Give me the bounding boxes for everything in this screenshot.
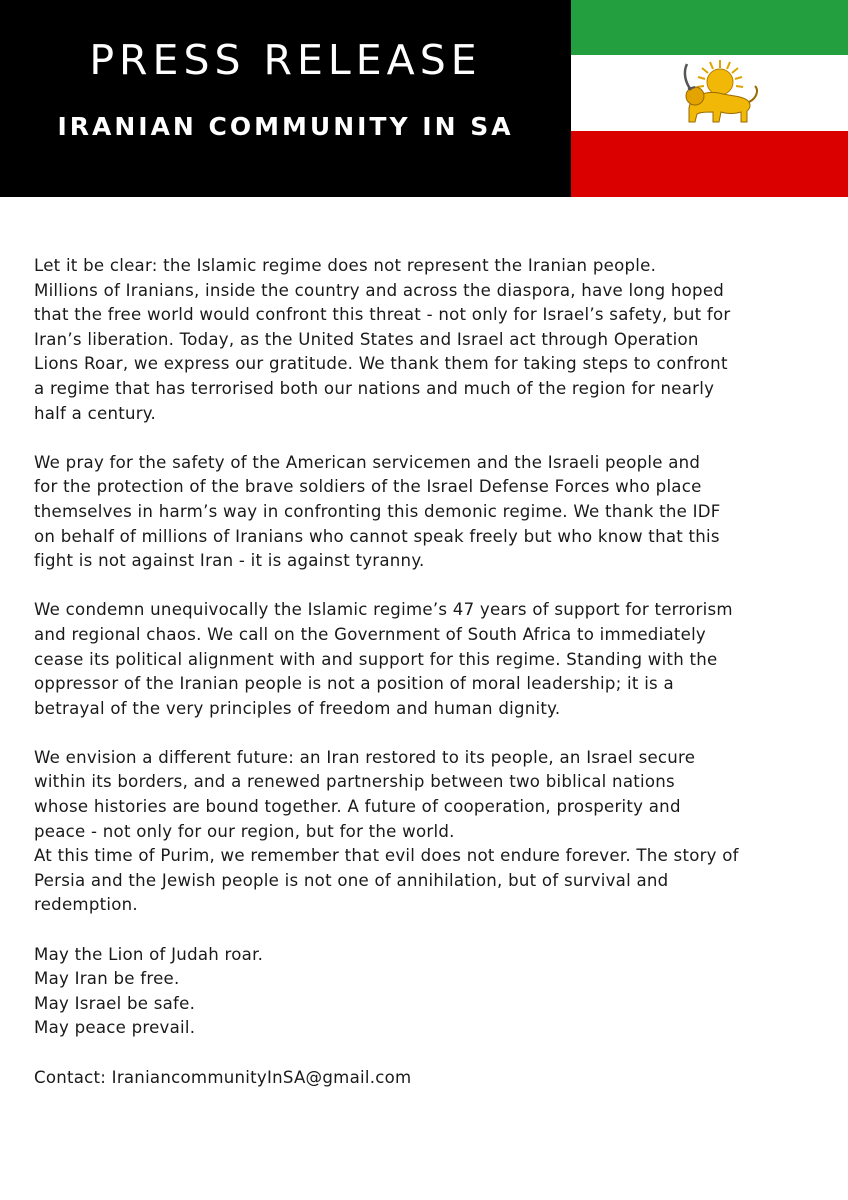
closing-line: May Iran be free.	[34, 969, 180, 989]
closing-blessings	[34, 943, 824, 1041]
contact-line	[34, 1066, 824, 1091]
page-title: PRESS RELEASE	[89, 36, 482, 84]
lion-and-sun-emblem-icon	[665, 56, 765, 128]
press-release-header	[0, 0, 848, 197]
paragraph-regime-not-representative: Let it be clear: the Islamic regime does not represent the Iranian people. Millions of Iranians, inside the country and across the diaspora, have long hoped that the free world would confront this threat - not only for Israel’s safety, but for Iran’s liberation. Today, as the United States and Israel act through Operation Lions Roar, we express our gratitude. We thank them for taking steps to confront a regime that has terrorised both our nations and much of the region for nearly half a century.	[34, 256, 731, 423]
press-release-body	[34, 254, 824, 1115]
header-banner	[0, 0, 571, 197]
paragraph-prayer-for-safety: We pray for the safety of the American servicemen and the Israeli people and for the protection of the brave soldiers of the Israel Defense Forces who place themselves in harm’s way in confronting this demonic regime. We thank the IDF on behalf of millions of Iranians who cannot speak freely but who know that this fight is not against Iran - it is against tyranny.	[34, 452, 721, 571]
contact-email: Contact: IraniancommunityInSA@gmail.com	[34, 1067, 412, 1087]
paragraph-different-future: We envision a different future: an Iran restored to its people, an Israel secure within its borders, and a renewed partnership between two biblical nations whose histories are bound together. A future of cooperation, prosperity and peace - not only for our region, but for the world.	[34, 747, 696, 841]
lion-tail	[749, 86, 757, 102]
flag-red-stripe	[571, 131, 848, 197]
closing-line: May peace prevail.	[34, 1018, 196, 1038]
closing-line: May Israel be safe.	[34, 993, 196, 1013]
closing-line: May the Lion of Judah roar.	[34, 944, 264, 964]
sun	[707, 69, 733, 95]
organization-name: IRANIAN COMMUNITY IN SA	[57, 112, 514, 141]
paragraph-condemnation: We condemn unequivocally the Islamic regime’s 47 years of support for terrorism and regional chaos. We call on the Government of South Africa to immediately cease its political alignment with and support for this regime. Standing with the oppressor of the Iranian people is not a position of moral leadership; it is a betrayal of the very principles of freedom and human dignity.	[34, 600, 733, 718]
sword	[685, 64, 691, 90]
flag-green-stripe	[571, 0, 848, 55]
paragraph-purim: At this time of Purim, we remember that evil does not endure forever. The story of Persia and the Jewish people is not one of annihilation, but of survival and redemption.	[34, 846, 739, 915]
lion-and-sun-flag-icon	[571, 0, 848, 197]
